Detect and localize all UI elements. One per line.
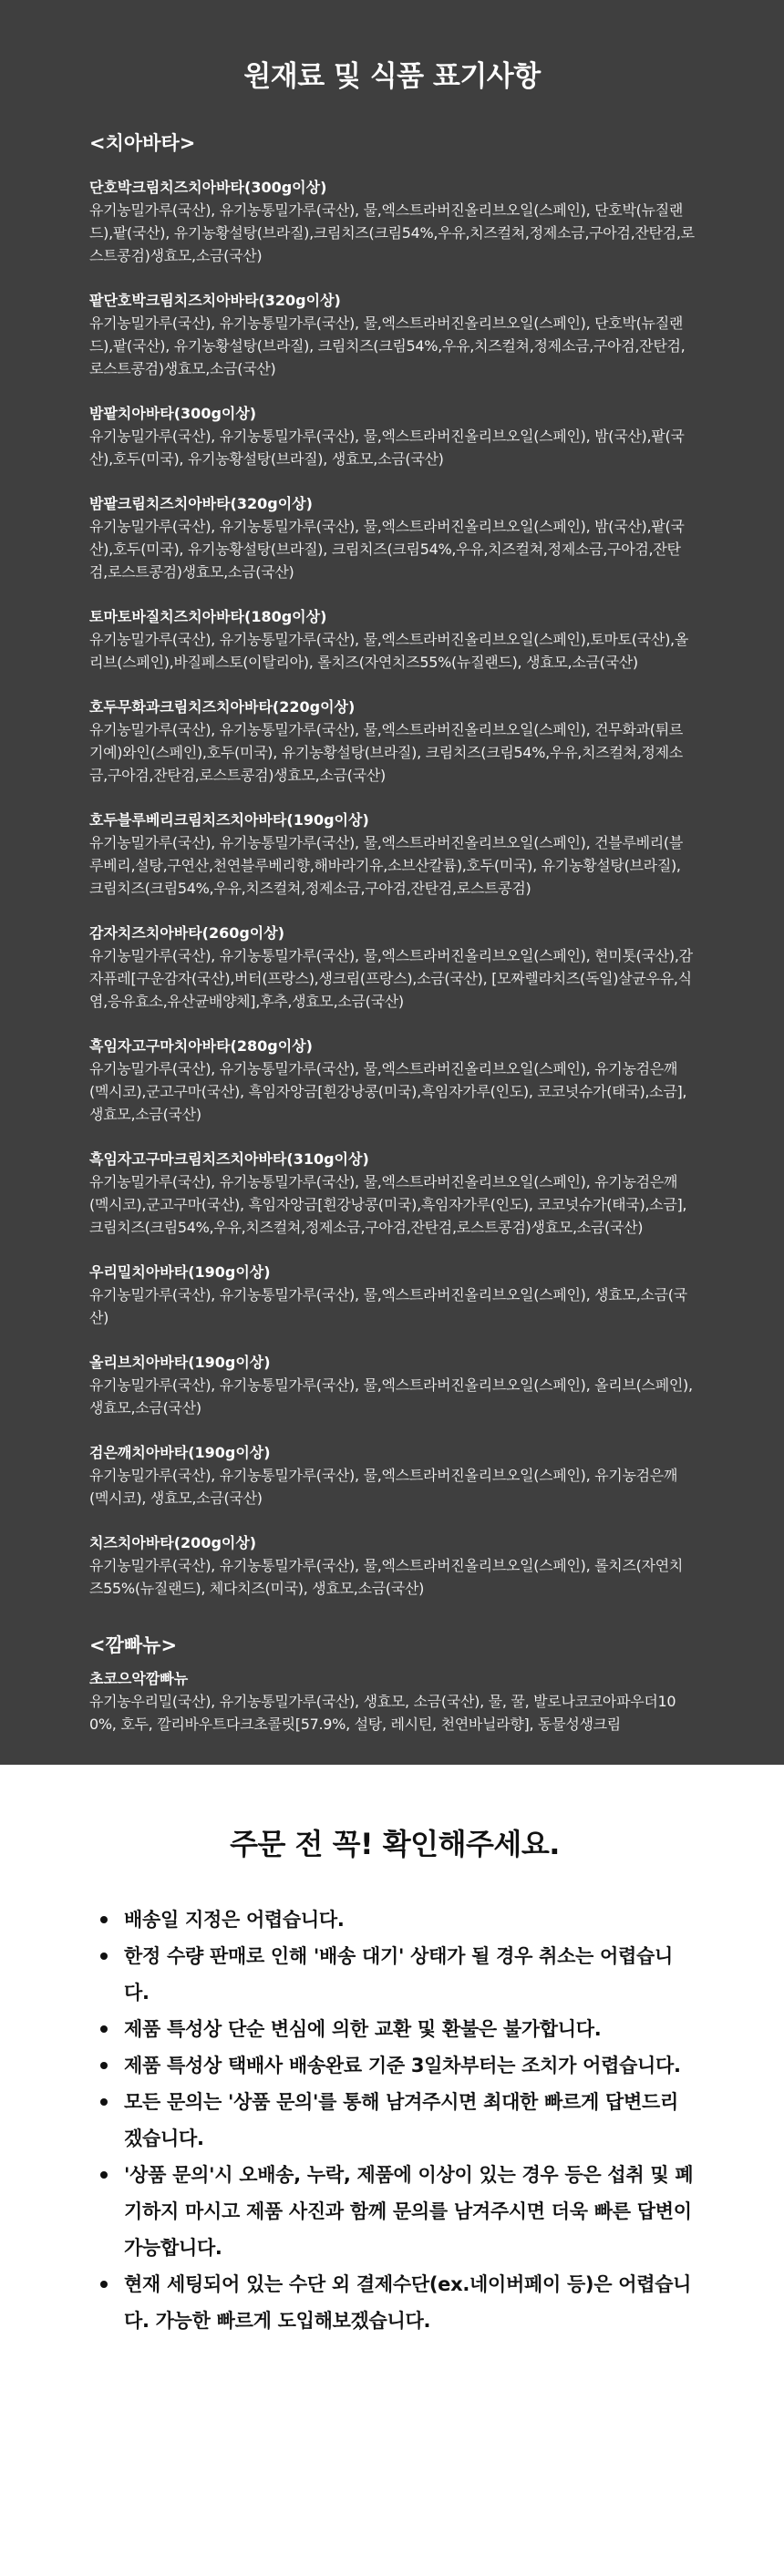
order-notice-section: [0, 1765, 784, 2375]
product-name: 올리브치아바타(190g이상): [89, 1354, 271, 1371]
product-name: 우리밀치아바타(190g이상): [89, 1263, 271, 1281]
product-item: [89, 605, 695, 674]
notice-text: 모든 문의는 '상품 문의'를 통해 남겨주시면 최대한 빠르게 답변드리겠습니다.: [124, 2091, 678, 2149]
product-ingredients: 유기농밀가루(국산), 유기농통밀가루(국산), 물,엑스트라버진올리브오일(스페인), 올리브(스페인), 생효모,소금(국산): [89, 1376, 693, 1417]
product-ingredients: 유기농밀가루(국산), 유기농통밀가루(국산), 물,엑스트라버진올리브오일(스페인), 밤(국산),팥(국산),호두(미국), 유기농황설탕(브라질), 크림치즈(크림54%,우유,치즈컬쳐,정제소금,구아검,잔탄검,로스트콩검)생효모,소금(국산): [89, 518, 685, 581]
product-item: [89, 809, 695, 900]
product-item: [89, 289, 695, 380]
notice-title: 주문 전 꼭! 확인해주세요.: [230, 1827, 560, 1861]
notice-text: '상품 문의'시 오배송, 누락, 제품에 이상이 있는 경우 등은 섭취 및 폐기하지 마시고 제품 사진과 함께 문의를 남겨주시면 더욱 빠른 답변이 가능합니다.: [124, 2164, 694, 2259]
category-heading-campagne: <깜빠뉴>: [89, 1634, 178, 1656]
product-ingredients: 유기농밀가루(국산), 유기농통밀가루(국산), 물,엑스트라버진올리브오일(스페인),토마토(국산),올리브(스페인),바질페스토(이탈리아), 롤치즈(자연치즈55%(뉴질랜드), 생효모,소금(국산): [89, 631, 688, 671]
product-name: 팥단호박크림치즈치아바타(320g이상): [89, 292, 341, 309]
product-item: [89, 492, 695, 583]
bullet-icon: [100, 2281, 108, 2288]
bullet-icon: [100, 1916, 108, 1923]
notice-text: 배송일 지정은 어렵습니다.: [124, 1909, 345, 1931]
product-name: 토마토바질치즈치아바타(180g이상): [89, 608, 327, 625]
bullet-icon: [100, 2062, 108, 2069]
product-ingredients: 유기농밀가루(국산), 유기농통밀가루(국산), 물,엑스트라버진올리브오일(스페인), 유기농검은깨(멕시코),군고구마(국산), 흑임자앙금[흰강낭콩(미국),흑임자가루(인도), 코코넛슈가(태국),소금], 크림치즈(크림54%,우유,치즈컬쳐,정제소금,구아검,잔탄검,로스트콩검)생효모,소금(국산): [89, 1173, 687, 1236]
product-item: [89, 176, 695, 267]
notice-text: 한정 수량 판매로 인해 '배송 대기' 상태가 될 경우 취소는 어렵습니다.: [124, 1945, 674, 2004]
category-heading-ciabatta: <치아바타>: [89, 132, 196, 154]
bullet-icon: [100, 2025, 108, 2033]
notice-item: [95, 2157, 695, 2266]
product-name: 호두무화과크림치즈치아바타(220g이상): [89, 698, 356, 716]
product-name: 치즈치아바타(200g이상): [89, 1534, 257, 1551]
product-item: [89, 1441, 695, 1510]
notice-item: [95, 2266, 695, 2339]
product-ingredients: 유기농밀가루(국산), 유기농통밀가루(국산), 물,엑스트라버진올리브오일(스페인), 생효모,소금(국산): [89, 1286, 687, 1326]
product-ingredients: 유기농밀가루(국산), 유기농통밀가루(국산), 물,엑스트라버진올리브오일(스페인), 롤치즈(자연치즈55%(뉴질랜드), 체다치즈(미국), 생효모,소금(국산): [89, 1557, 684, 1597]
notice-item: [95, 1938, 695, 2011]
bullet-icon: [100, 2171, 108, 2179]
product-item: [89, 1667, 695, 1736]
product-item: [89, 1148, 695, 1239]
product-item: [89, 402, 695, 470]
product-name: 초코으악깜빠뉴: [89, 1670, 189, 1687]
product-name: 흑임자고구마크림치즈치아바타(310g이상): [89, 1150, 369, 1168]
product-ingredients: 유기농밀가루(국산), 유기농통밀가루(국산), 물,엑스트라버진올리브오일(스페인), 단호박(뉴질랜드),팥(국산), 유기농황설탕(브라질),크림치즈(크림54%,우유,치즈컬쳐,정제소금,구아검,잔탄검,로스트콩검)생효모,소금(국산): [89, 201, 695, 264]
product-ingredients: 유기농밀가루(국산), 유기농통밀가루(국산), 물,엑스트라버진올리브오일(스페인), 유기농검은깨(멕시코),군고구마(국산), 흑임자앙금[흰강낭콩(미국),흑임자가루(인도), 코코넛슈가(태국),소금], 생효모,소금(국산): [89, 1060, 687, 1123]
product-item: [89, 922, 695, 1013]
notice-list: [95, 1901, 695, 2339]
notice-item: [95, 2011, 695, 2047]
product-item: [89, 1035, 695, 1126]
product-ingredients: 유기농밀가루(국산), 유기농통밀가루(국산), 물,엑스트라버진올리브오일(스페인), 단호박(뉴질랜드),팥(국산), 유기농황설탕(브라질), 크림치즈(크림54%,우유,치즈컬쳐,정제소금,구아검,잔탄검,로스트콩검)생효모,소금(국산): [89, 314, 686, 377]
notice-text: 제품 특성상 택배사 배송완료 기준 3일차부터는 조치가 어렵습니다.: [124, 2055, 681, 2076]
notice-text: 제품 특성상 단순 변심에 의한 교환 및 환불은 불가합니다.: [124, 2018, 602, 2040]
product-item: [89, 1351, 695, 1419]
product-name: 감자치즈치아바타(260g이상): [89, 924, 285, 942]
product-ingredients: 유기농우리밀(국산), 유기농통밀가루(국산), 생효모, 소금(국산), 물, 꿀, 발로나코코아파우더100%, 호두, 깔리바우트다크초콜릿[57.9%, 설탕, 레시틴, 천연바닐라향], 동물성생크림: [89, 1693, 676, 1733]
product-ingredients: 유기농밀가루(국산), 유기농통밀가루(국산), 물,엑스트라버진올리브오일(스페인), 건블루베리(블루베리,설탕,구연산,천연블루베리향,해바라기유,소브산칼륨),호두(미국), 유기농황설탕(브라질), 크림치즈(크림54%,우유,치즈컬쳐,정제소금,구아검,잔탄검,로스트콩검): [89, 834, 684, 897]
notice-item: [95, 1901, 695, 1938]
product-item: [89, 1261, 695, 1329]
product-name: 검은깨치아바타(190g이상): [89, 1444, 271, 1461]
product-name: 단호박크림치즈치아바타(300g이상): [89, 179, 327, 196]
product-name: 흑임자고구마치아바타(280g이상): [89, 1037, 313, 1055]
product-ingredients: 유기농밀가루(국산), 유기농통밀가루(국산), 물,엑스트라버진올리브오일(스페인), 현미톳(국산),감자퓨레[구운감자(국산),버터(프랑스),생크림(프랑스),소금(국산), [모짜렐라치즈(독일)살균우유,식염,응유효소,유산균배양체],후추,생효모,소금(국산): [89, 947, 693, 1010]
product-name: 밤팥치아바타(300g이상): [89, 405, 257, 422]
product-ingredients: 유기농밀가루(국산), 유기농통밀가루(국산), 물,엑스트라버진올리브오일(스페인), 건무화과(튀르기예)와인(스페인),호두(미국), 유기농황설탕(브라질), 크림치즈(크림54%,우유,치즈컬쳐,정제소금,구아검,잔탄검,로스트콩검)생효모,소금(국산): [89, 721, 684, 784]
notice-text: 현재 세팅되어 있는 수단 외 결제수단(ex.네이버페이 등)은 어렵습니다. 가능한 빠르게 도입해보겠습니다.: [124, 2273, 692, 2332]
bullet-icon: [100, 2098, 108, 2106]
product-item: [89, 696, 695, 787]
bullet-icon: [100, 1953, 108, 1960]
ingredients-title: 원재료 및 식품 표기사항: [243, 60, 541, 93]
product-ingredients: 유기농밀가루(국산), 유기농통밀가루(국산), 물,엑스트라버진올리브오일(스페인), 유기농검은깨(멕시코), 생효모,소금(국산): [89, 1467, 678, 1507]
notice-item: [95, 2084, 695, 2157]
product-name: 호두블루베리크림치즈치아바타(190g이상): [89, 811, 369, 829]
product-name: 밤팥크림치즈치아바타(320g이상): [89, 495, 313, 512]
product-item: [89, 1531, 695, 1600]
product-ingredients: 유기농밀가루(국산), 유기농통밀가루(국산), 물,엑스트라버진올리브오일(스페인), 밤(국산),팥(국산),호두(미국), 유기농황설탕(브라질), 생효모,소금(국산): [89, 428, 685, 468]
notice-item: [95, 2047, 695, 2084]
